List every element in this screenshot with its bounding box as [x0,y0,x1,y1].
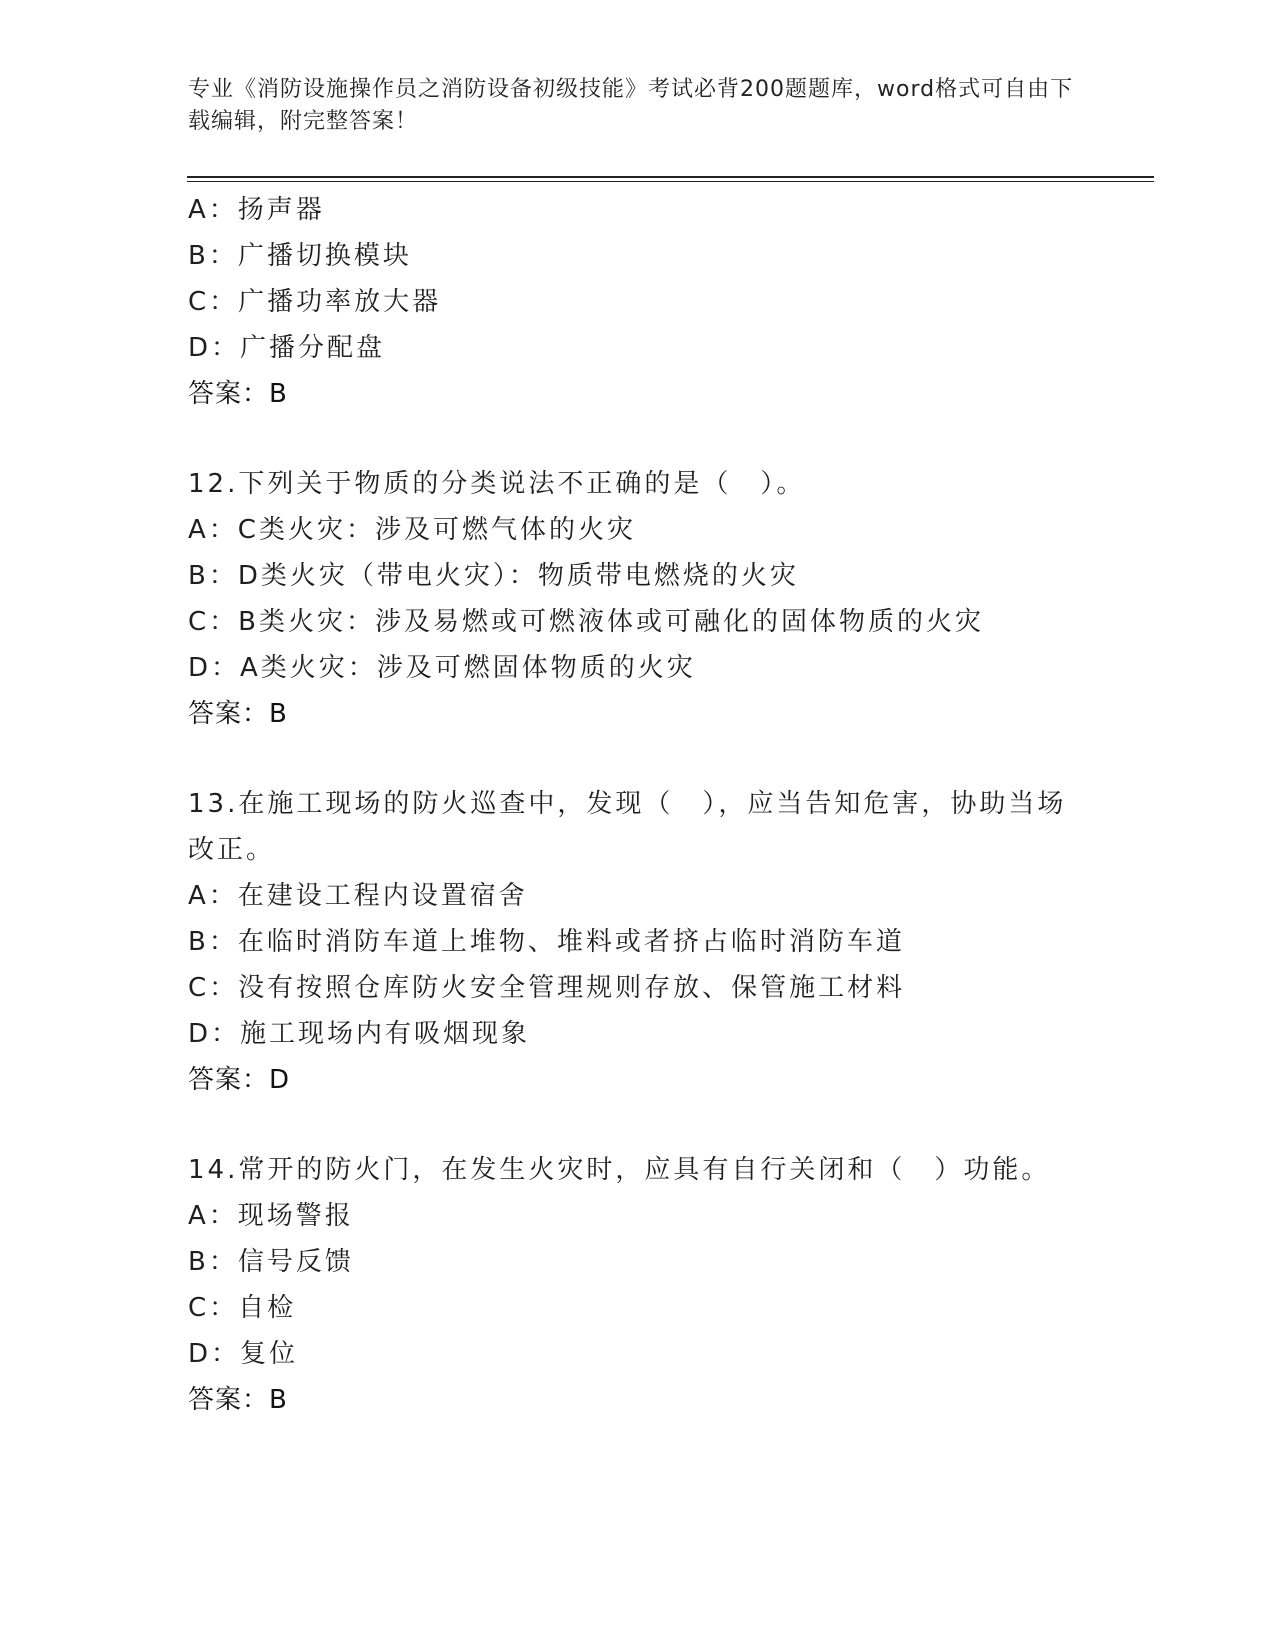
spacer [188,1103,1148,1147]
option-d: D：施工现场内有吸烟现象 [188,1019,531,1049]
header-divider-thin [187,181,1154,182]
question-11-block [188,187,1148,417]
question-13-block [188,781,1148,1103]
question-text: 14.常开的防火门，在发生火灾时，应具有自行关闭和（ ）功能。 [188,1155,1051,1185]
option-a: A：在建设工程内设置宿舍 [188,881,528,911]
option-d: D：广播分配盘 [188,333,386,363]
question-text: 13.在施工现场的防火巡查中，发现（ ），应当告知危害，协助当场 [188,789,1067,819]
option-c: C：没有按照仓库防火安全管理规则存放、保管施工材料 [188,973,906,1003]
spacer [188,737,1148,781]
option-c: C：广播功率放大器 [188,287,442,317]
question-14-block [188,1147,1148,1423]
answer-line: 答案：B [188,379,288,409]
option-a: A：现场警报 [188,1201,354,1231]
option-b: B：D类火灾（带电火灾）：物质带电燃烧的火灾 [188,561,799,591]
question-text: 12.下列关于物质的分类说法不正确的是（ ）。 [188,469,806,499]
answer-line: 答案：B [188,1385,288,1415]
document-header [188,74,1088,138]
option-a: A：扬声器 [188,195,325,225]
option-d: D：A类火灾：涉及可燃固体物质的火灾 [188,653,696,683]
spacer [188,417,1148,461]
option-b: B：信号反馈 [188,1247,354,1277]
answer-line: 答案：B [188,699,288,729]
answer-line: 答案：D [188,1065,291,1095]
option-d: D：复位 [188,1339,299,1369]
option-c: C：B类火灾：涉及易燃或可燃液体或可融化的固体物质的火灾 [188,607,984,637]
option-c: C：自检 [188,1293,297,1323]
option-b: B：在临时消防车道上堆物、堆料或者挤占临时消防车道 [188,927,905,957]
question-text-continued: 改正。 [188,835,276,865]
question-12-block [188,461,1148,737]
header-text: 专业《消防设施操作员之消防设备初级技能》考试必背200题题库，word格式可自由下载编辑，附完整答案！ [188,77,1074,134]
option-b: B：广播切换模块 [188,241,412,271]
header-divider-thick [187,176,1154,178]
question-content [188,187,1148,1423]
option-a: A：C类火灾：涉及可燃气体的火灾 [188,515,636,545]
